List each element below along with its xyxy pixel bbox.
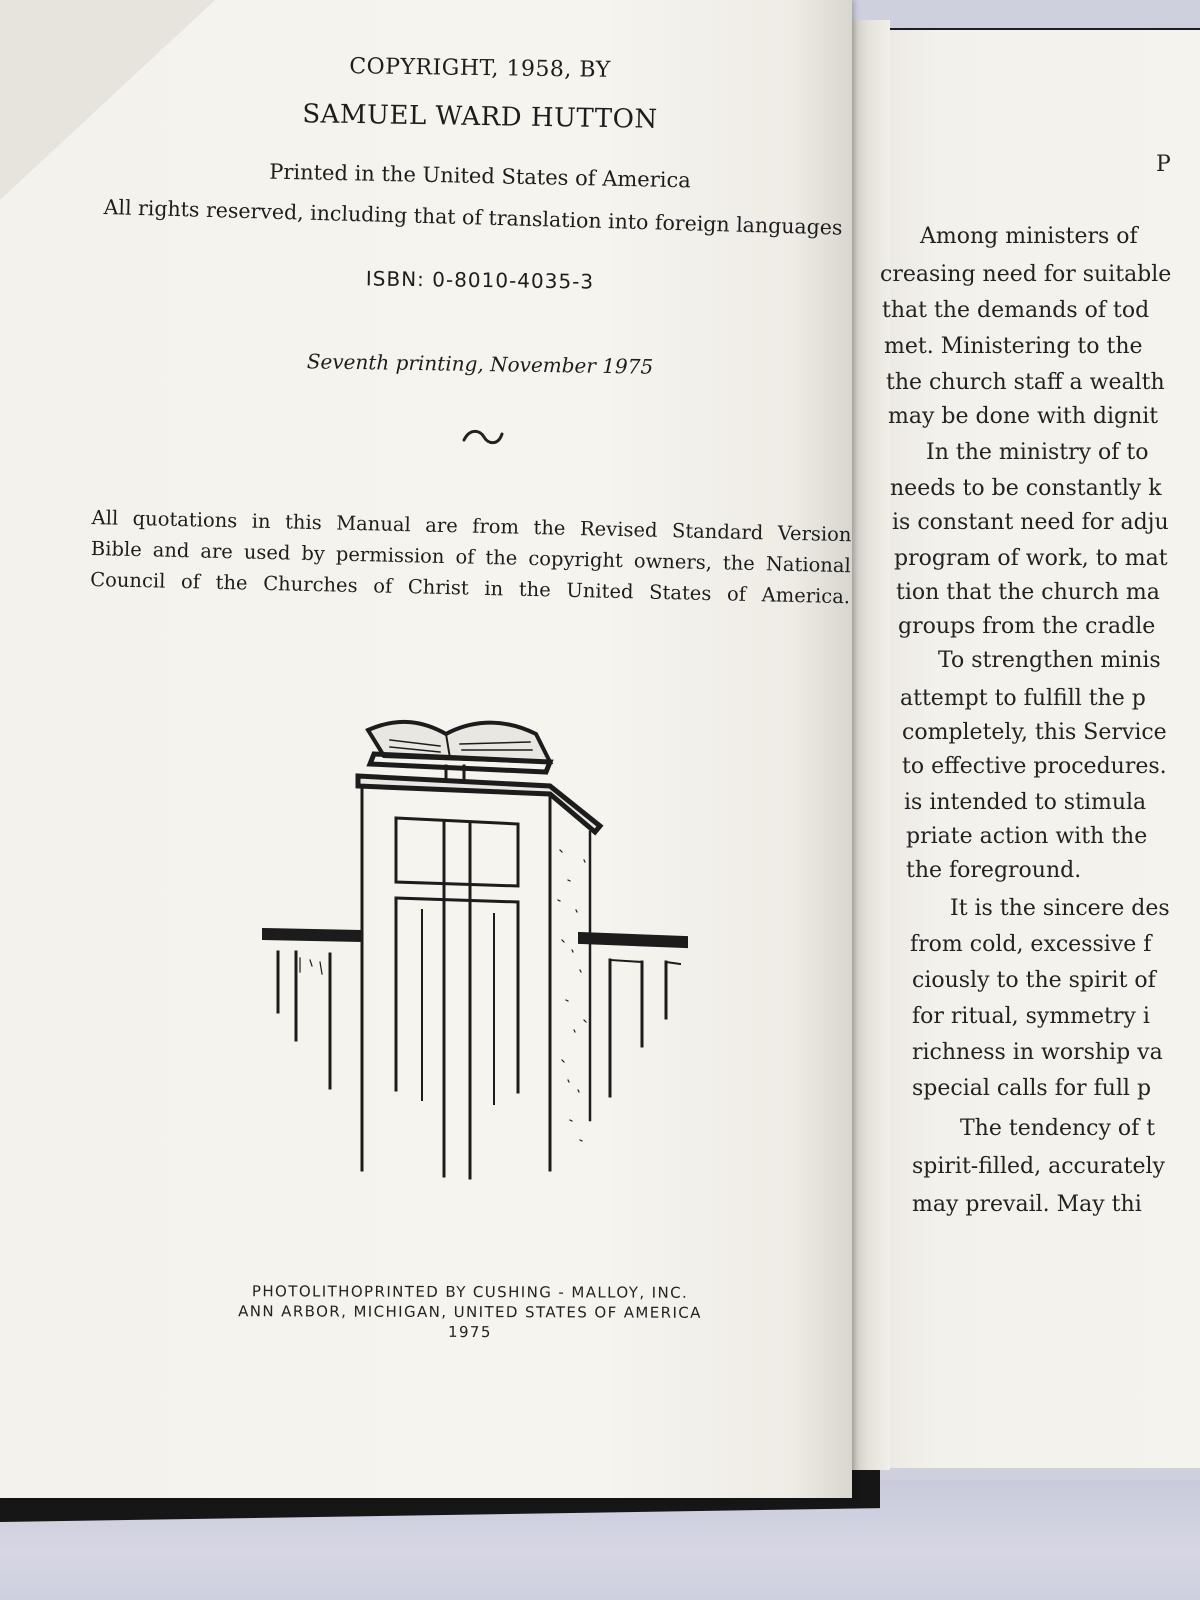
pulpit-illustration [250,700,700,1190]
text-line: Among ministers of [920,224,1138,249]
text-line: is constant need for adju [892,510,1169,535]
printer-imprint [180,1281,760,1343]
quotation-line: All quotations in this Manual are from the Revised Standard Version [91,505,852,547]
text-line: tion that the church ma [896,580,1160,605]
text-line: completely, this Service [902,720,1167,745]
text-line: It is the sincere des [950,896,1170,921]
printing-line: Seventh printing, November 1975 [306,349,654,379]
text-line: creasing need for suitable [880,262,1172,287]
quotation-line: Bible and are used by permission of the copyright owners, the National [90,536,852,578]
isbn-line: ISBN: 0-8010-4035-3 [365,266,595,294]
text-line: To strengthen minis [938,648,1161,673]
text-line: spirit-filled, accurately [912,1154,1165,1179]
text-line: priate action with the [906,824,1148,849]
author-name: SAMUEL WARD HUTTON [302,99,658,135]
text-line: needs to be constantly k [890,476,1162,501]
text-line: that the demands of tod [882,298,1150,323]
imprint-line: ANN ARBOR, MICHIGAN, UNITED STATES OF AMERICA [238,1302,702,1322]
imprint-line: PHOTOLITHOPRINTED BY CUSHING - MALLOY, INC. [251,1282,689,1302]
text-line: the foreground. [906,858,1082,883]
quotation-notice [90,502,852,612]
ornament-icon [460,420,506,454]
text-line: from cold, excessive f [910,932,1152,957]
text-line: The tendency of t [960,1116,1156,1141]
quotation-line: Council of the Churches of Christ in the United States of America. [89,567,851,609]
text-line: met. Ministering to the [884,334,1143,359]
text-line: may prevail. May thi [912,1192,1142,1217]
rights-line: All rights reserved, including that of translation into foreign languages [103,195,843,240]
printed-in-line: Printed in the United States of America [268,159,692,193]
text-line: the church staff a wealth [886,370,1165,395]
text-line: attempt to fulfill the p [900,686,1146,711]
text-line: ciously to the spirit of [912,968,1156,993]
text-line: program of work, to mat [894,546,1168,571]
text-line: richness in worship va [912,1040,1163,1065]
copyright-line: COPYRIGHT, 1958, BY [349,54,611,83]
text-line: may be done with dignit [888,404,1159,429]
text-line: to effective procedures. [902,754,1167,779]
text-line: for ritual, symmetry i [912,1004,1150,1029]
text-line: groups from the cradle [898,614,1156,639]
right-page-heading: P [1156,152,1171,177]
text-line: In the ministry of to [926,440,1149,465]
imprint-line: 1975 [448,1322,492,1342]
text-line: is intended to stimula [904,790,1147,815]
text-line: special calls for full p [912,1076,1152,1101]
